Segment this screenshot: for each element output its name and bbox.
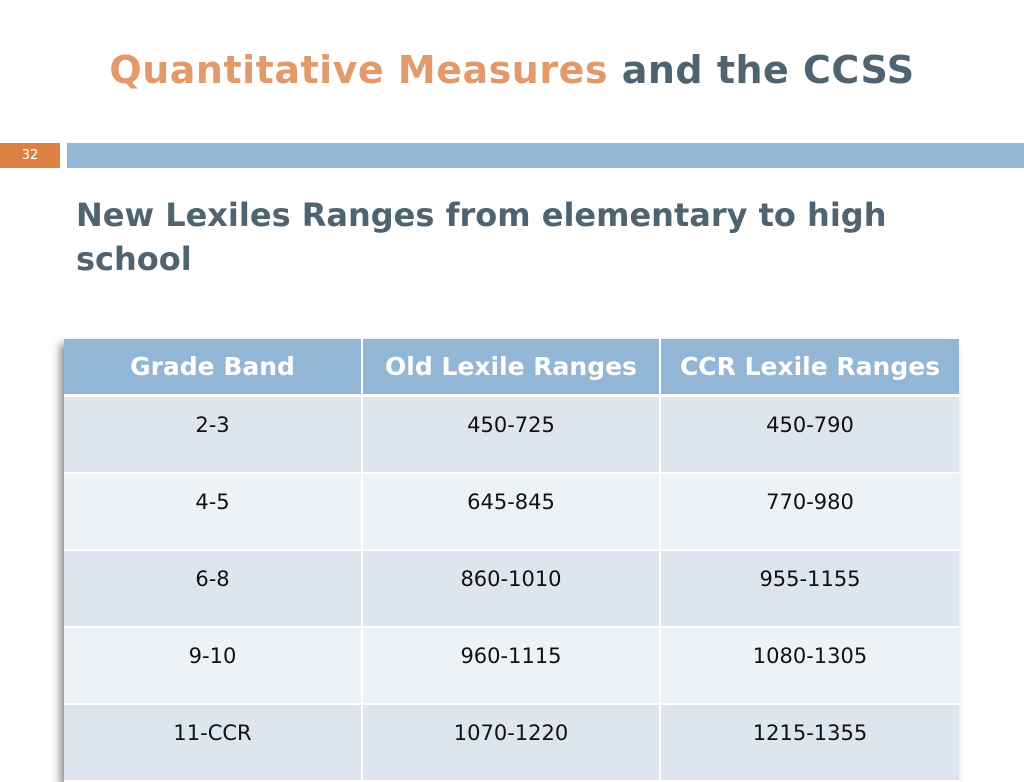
cell-grade-band: 6-8 — [64, 550, 362, 627]
header-grade-band: Grade Band — [64, 339, 362, 396]
slide-subtitle: New Lexiles Ranges from elementary to high school — [76, 196, 887, 278]
cell-ccr-lexile: 770-980 — [660, 473, 959, 550]
cell-grade-band: 2-3 — [64, 396, 362, 474]
slide-number: 32 — [0, 143, 60, 168]
cell-ccr-lexile: 450-790 — [660, 396, 959, 474]
cell-ccr-lexile: 1080-1305 — [660, 627, 959, 704]
slide-title-rest: and the CCSS — [621, 48, 915, 92]
table-row — [64, 627, 959, 704]
cell-ccr-lexile: 955-1155 — [660, 550, 959, 627]
cell-grade-band: 9-10 — [64, 627, 362, 704]
table-header-row — [64, 339, 959, 396]
decorative-header-bar — [67, 143, 1024, 168]
table-row — [64, 396, 959, 474]
cell-grade-band: 11-CCR — [64, 704, 362, 781]
table-row — [64, 704, 959, 781]
header-old-lexile-ranges: Old Lexile Ranges — [362, 339, 660, 396]
lexile-table-container — [64, 339, 959, 782]
header-ccr-lexile-ranges: CCR Lexile Ranges — [660, 339, 959, 396]
cell-old-lexile: 860-1010 — [362, 550, 660, 627]
slide-title-accent: Quantitative Measures — [109, 48, 608, 92]
cell-old-lexile: 645-845 — [362, 473, 660, 550]
cell-old-lexile: 960-1115 — [362, 627, 660, 704]
table-row — [64, 550, 959, 627]
slide-title — [0, 48, 1024, 92]
cell-grade-band: 4-5 — [64, 473, 362, 550]
cell-ccr-lexile: 1215-1355 — [660, 704, 959, 781]
table-row — [64, 473, 959, 550]
lexile-ranges-table — [64, 339, 959, 782]
cell-old-lexile: 450-725 — [362, 396, 660, 474]
cell-old-lexile: 1070-1220 — [362, 704, 660, 781]
